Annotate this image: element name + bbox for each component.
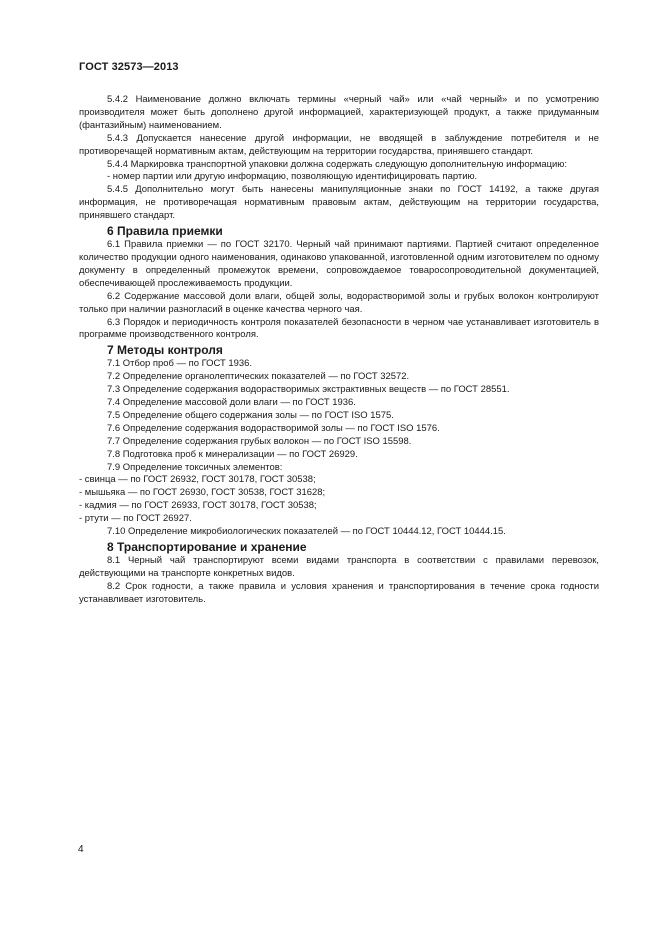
document-code-header: ГОСТ 32573—2013 <box>79 61 179 73</box>
sub-list-item: - мышьяка — по ГОСТ 26930, ГОСТ 30538, ГОСТ 31628; <box>79 487 326 499</box>
paragraph-5-4-4-item: - номер партии или другую информацию, позволяющую идентифицировать партию. <box>107 171 478 183</box>
sub-list-item: - ртути — по ГОСТ 26927. <box>79 513 192 525</box>
list-item: 7.3 Определение содержания водорастворимых экстрактивных веществ — по ГОСТ 28551. <box>107 384 510 396</box>
paragraph-8-1: 8.1 Черный чай транспортируют всеми видами транспорта в соответствии с правилами перевозок, действующими на транспорте конкретных видов. <box>79 555 599 579</box>
list-item: 7.1 Отбор проб — по ГОСТ 1936. <box>107 358 253 370</box>
page-number: 4 <box>78 844 84 855</box>
list-item: 7.10 Определение микробиологических показателей — по ГОСТ 10444.12, ГОСТ 10444.15. <box>107 526 506 538</box>
paragraph-5-4-2: 5.4.2 Наименование должно включать термины «черный чай» или «чай черный» и по усмотрению производителя может быть дополнено другой информацией, характеризующей продукт, а также придуманным (фантазийным) наименованием. <box>79 94 599 131</box>
list-item: 7.5 Определение общего содержания золы — по ГОСТ ISO 1575. <box>107 409 394 421</box>
list-item: 7.2 Определение органолептических показателей — по ГОСТ 32572. <box>107 371 410 383</box>
list-item: 7.4 Определение массовой доли влаги — по ГОСТ 1936. <box>107 397 356 409</box>
paragraph-5-4-3: 5.4.3 Допускается нанесение другой информации, не вводящей в заблуждение потребителя и не противоречащей нормативным актам, действующим на территории государства, принявшего стандарт. <box>79 132 599 157</box>
list-item: 7.6 Определение содержания водорастворимой золы — по ГОСТ ISO 1576. <box>107 422 440 434</box>
paragraph-6-2: 6.2 Содержание массовой доли влаги, общей золы, водорастворимой золы и грубых волокон контролируют только при наличии разногласий в оценке качества черного чая. <box>79 290 599 315</box>
section-7-heading: 7 Методы контроля <box>107 343 223 358</box>
sub-list-item: - кадмия — по ГОСТ 26933, ГОСТ 30178, ГОСТ 30538; <box>79 500 317 512</box>
section-8-heading: 8 Транспортирование и хранение <box>107 540 307 554</box>
section-7-list <box>79 358 599 539</box>
paragraph-6-3: 6.3 Порядок и периодичность контроля показателей безопасности в черном чае устанавливает изготовитель в программе производственного контроля. <box>79 316 599 341</box>
list-item: 7.7 Определение содержания грубых волокон — по ГОСТ ISO 15598. <box>107 435 412 447</box>
section-6-heading: 6 Правила приемки <box>107 224 223 239</box>
paragraph-5-4-5: 5.4.5 Дополнительно могут быть нанесены манипуляционные знаки по ГОСТ 14192, а также другая информация, не противоречащая нормативным правовым актам, действующим на территории государства, принявшего стандарт. <box>79 184 599 222</box>
list-item: 7.8 Подготовка проб к минерализации — по ГОСТ 26929. <box>107 448 358 460</box>
document-body <box>79 94 599 607</box>
paragraph-6-1: 6.1 Правила приемки — по ГОСТ 32170. Черный чай принимают партиями. Партией считают определенное количество продукции одного наименования, одинаково упакованной, изготовленной одним изготовителем по одному документу в определенный промежуток времени, сопровождаемое товаросопроводительной документацией, обеспечивающей прослеживаемость продукции. <box>79 239 599 289</box>
paragraph-5-4-4: 5.4.4 Маркировка транспортной упаковки должна содержать следующую дополнительную информацию: <box>107 158 567 170</box>
paragraph-8-2: 8.2 Срок годности, а также правила и условия хранения и транспортирования в течение срока годности устанавливает изготовитель. <box>79 580 599 605</box>
sub-list-item: - свинца — по ГОСТ 26932, ГОСТ 30178, ГОСТ 30538; <box>79 474 316 486</box>
list-item: 7.9 Определение токсичных элементов: <box>107 461 283 473</box>
